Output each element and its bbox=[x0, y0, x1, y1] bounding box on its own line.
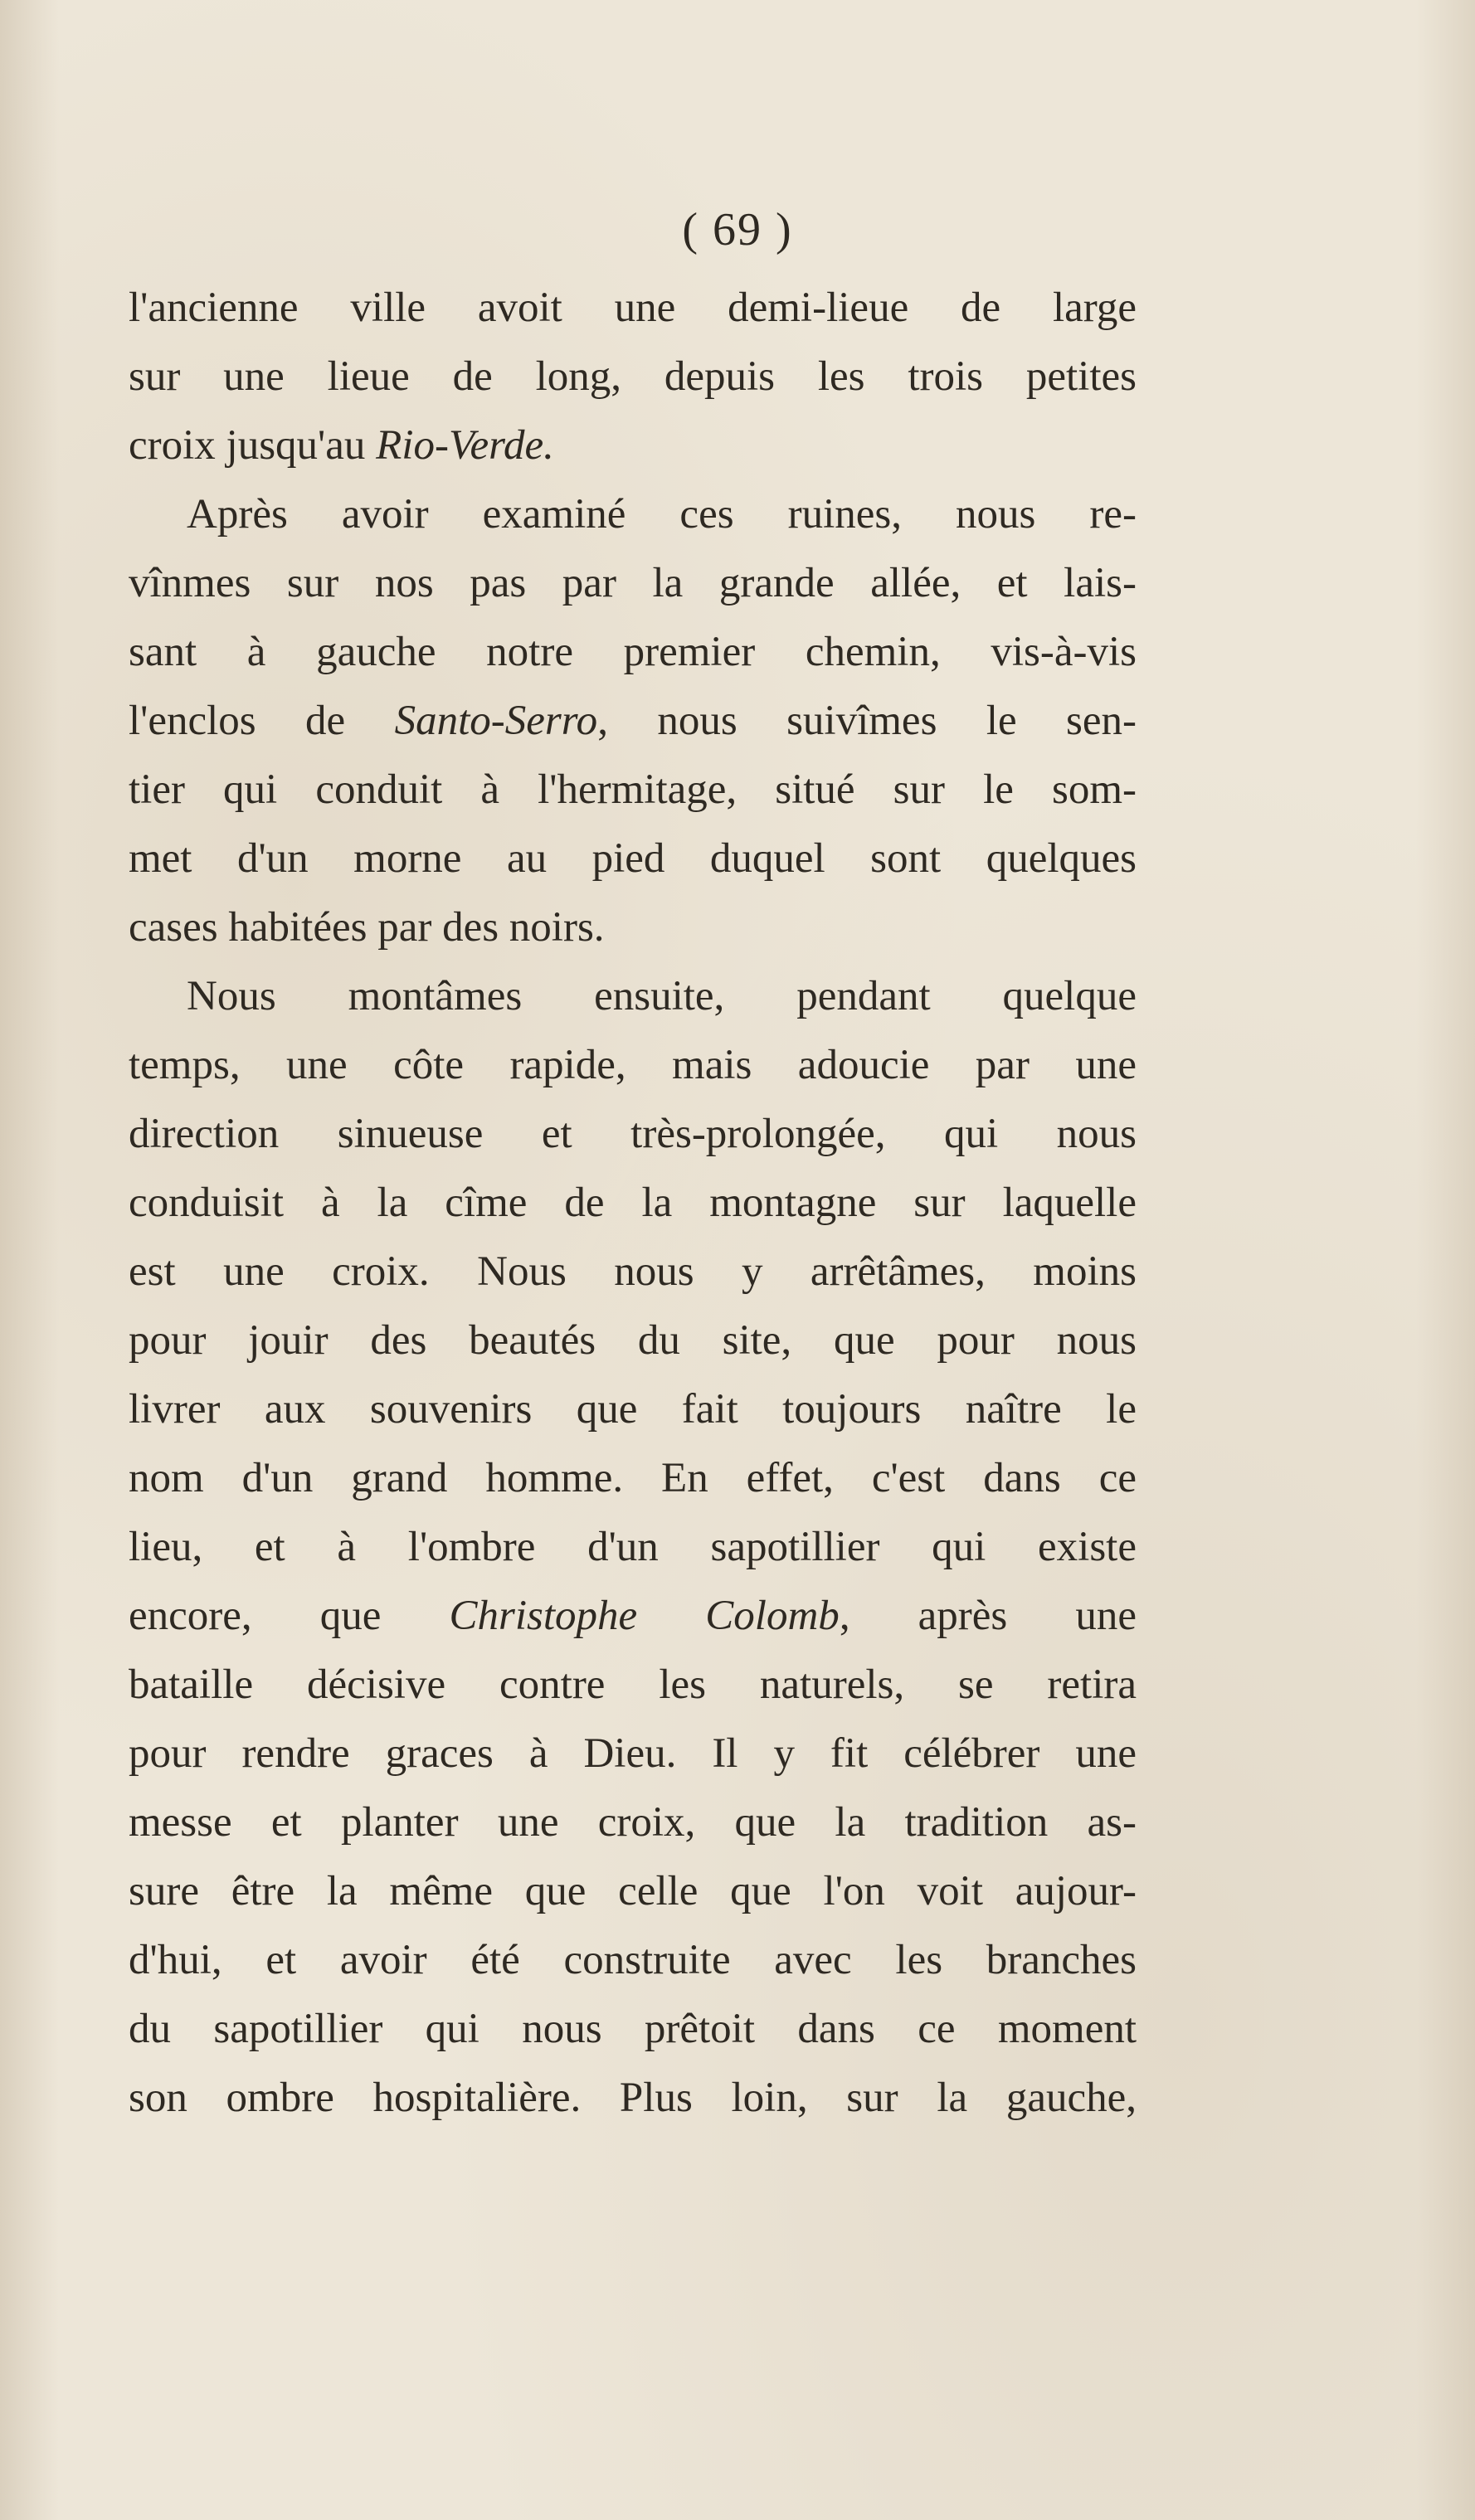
text-line: nom d'un grand homme. En effet, c'est dans ce bbox=[129, 1455, 1137, 1501]
text-line: lieu, et à l'ombre d'un sapotillier qui existe bbox=[129, 1524, 1137, 1570]
text-line: son ombre hospitalière. Plus loin, sur la gauche, bbox=[129, 2075, 1137, 2121]
text-line: croix jusqu'au Rio-Verde. bbox=[129, 422, 554, 469]
text-line: sant à gauche notre premier chemin, vis-à-vis bbox=[129, 629, 1137, 675]
text-line: Après avoir examiné ces ruines, nous re- bbox=[187, 491, 1137, 538]
text-line: l'ancienne ville avoit une demi-lieue de large bbox=[129, 285, 1137, 331]
text-line: sur une lieue de long, depuis les trois petites bbox=[129, 353, 1137, 400]
italic-text: Santo-Serro bbox=[394, 698, 598, 744]
text-line: Nous montâmes ensuite, pendant quelque bbox=[187, 973, 1137, 1019]
text-line: messe et planter une croix, que la tradition as- bbox=[129, 1799, 1137, 1846]
text-line: est une croix. Nous nous y arrêtâmes, moins bbox=[129, 1248, 1137, 1295]
text-line: temps, une côte rapide, mais adoucie par une bbox=[129, 1042, 1137, 1088]
text-line: direction sinueuse et très-prolongée, qui nous bbox=[129, 1111, 1137, 1157]
text-line: du sapotillier qui nous prêtoit dans ce moment bbox=[129, 2006, 1137, 2052]
text-line: pour rendre graces à Dieu. Il y fit célébrer une bbox=[129, 1730, 1137, 1777]
text-line: tier qui conduit à l'hermitage, situé sur le som- bbox=[129, 766, 1137, 813]
text-line: met d'un morne au pied duquel sont quelques bbox=[129, 835, 1137, 882]
text-line: pour jouir des beautés du site, que pour nous bbox=[129, 1317, 1137, 1364]
text-line: conduisit à la cîme de la montagne sur laquelle bbox=[129, 1180, 1137, 1226]
text-line: livrer aux souvenirs que fait toujours naître le bbox=[129, 1386, 1137, 1433]
text-line: vînmes sur nos pas par la grande allée, et lais- bbox=[129, 560, 1137, 606]
text-line: encore, que Christophe Colomb, après une bbox=[129, 1593, 1137, 1639]
text-line: bataille décisive contre les naturels, se retira bbox=[129, 1661, 1137, 1708]
page-number: ( 69 ) bbox=[682, 204, 793, 255]
text-line: sure être la même que celle que l'on voit aujour- bbox=[129, 1868, 1137, 1914]
italic-text: Rio-Verde. bbox=[376, 422, 554, 469]
italic-text: Christophe Colomb bbox=[449, 1593, 840, 1639]
text-line: cases habitées par des noirs. bbox=[129, 904, 605, 951]
text-line: l'enclos de Santo-Serro, nous suivîmes le sen- bbox=[129, 698, 1137, 744]
body-text bbox=[129, 274, 1137, 2133]
text-line: d'hui, et avoir été construite avec les branches bbox=[129, 1937, 1137, 1983]
